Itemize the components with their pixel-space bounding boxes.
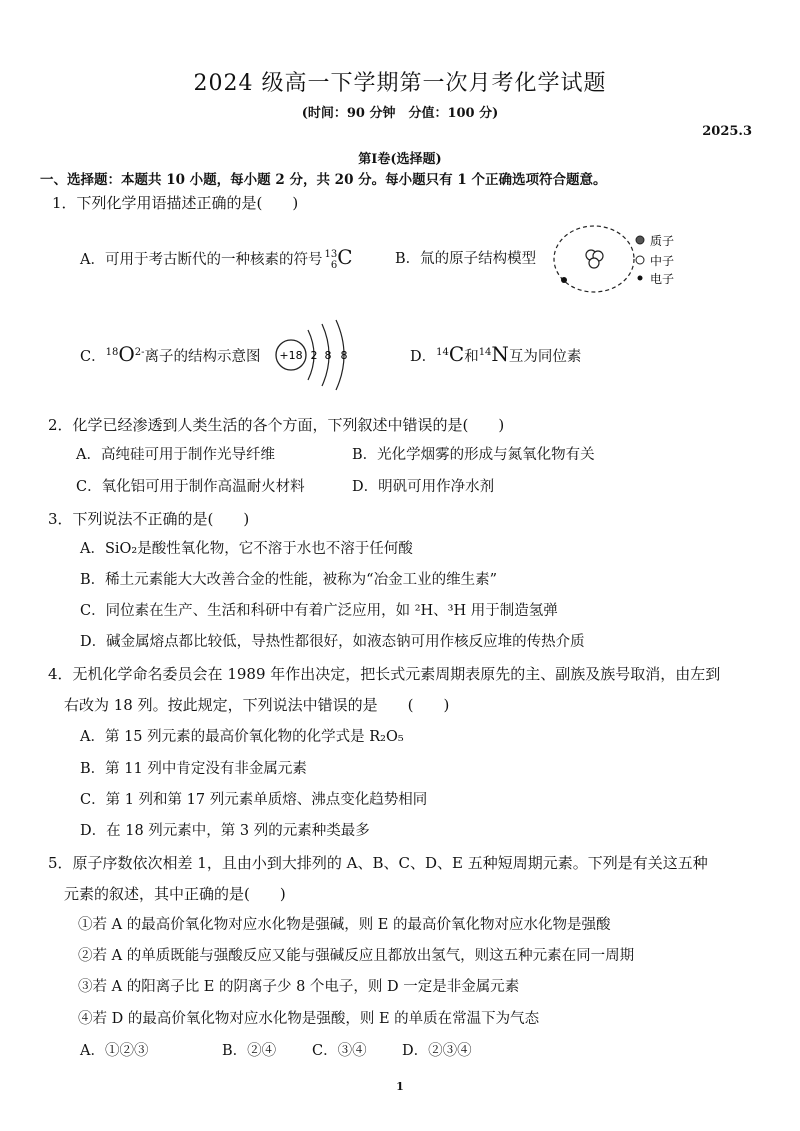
q1c-text: 离子的结构示意图 xyxy=(144,348,261,365)
exam-date: 2025.3 xyxy=(702,124,752,139)
q1a-atomic-number: 6 xyxy=(330,260,338,271)
q5-option-c: C．③④ xyxy=(312,1043,367,1059)
proton-legend-icon xyxy=(636,236,644,244)
q1c-ion-charge: 2- xyxy=(134,347,145,358)
q1c-element-symbol: O xyxy=(118,341,135,366)
q5-statement-4: ④若 D 的最高价氧化物对应水化物是强酸，则 E 的单质在常温下为气态 xyxy=(78,1011,540,1027)
q1d-symbol-2: N xyxy=(491,341,509,366)
question-4-stem-line-2: 右改为 18 列。按此规定，下列说法中错误的是 ( ) xyxy=(64,696,450,714)
question-1-stem: 1．下列化学用语描述正确的是( ) xyxy=(52,194,299,212)
ion-structure-diagram xyxy=(272,318,362,392)
q4-option-c: C．第 1 列和第 17 列元素单质熔、沸点变化趋势相同 xyxy=(80,792,428,808)
q1d-mass-2: 14 xyxy=(478,347,492,358)
q2-option-b: B．光化学烟雾的形成与氮氧化物有关 xyxy=(352,447,595,463)
q5-option-b: B．②④ xyxy=(222,1043,277,1059)
q1d-mass-1: 14 xyxy=(436,347,449,358)
q1-option-c xyxy=(80,342,261,368)
q1c-label: C． xyxy=(80,348,106,365)
q2-option-c: C．氧化铝可用于制作高温耐火材料 xyxy=(76,479,305,495)
shell-electrons-3: 8 xyxy=(340,349,348,362)
legend-proton: 质子 xyxy=(650,234,675,248)
q5-statement-3: ③若 A 的阳离子比 E 的阴离子少 8 个电子，则 D 一定是非金属元素 xyxy=(78,979,520,995)
tritium-model-figure xyxy=(550,222,700,297)
exam-subtitle: (时间：90 分钟 分值：100 分) xyxy=(301,106,499,121)
question-5-stem-line-1: 5．原子序数依次相差 1，且由小到大排列的 A、B、C、D、E 五种短周期元素。下列是有关这五种 xyxy=(48,854,708,872)
electron-legend-icon xyxy=(638,276,643,281)
legend-neutron: 中子 xyxy=(650,254,675,268)
q1c-mass-number: 18 xyxy=(105,347,119,358)
q4-option-d: D．在 18 列元素中，第 3 列的元素种类最多 xyxy=(80,823,370,839)
q4-option-b: B．第 11 列中肯定没有非金属元素 xyxy=(80,761,307,777)
q1-option-a-text: A．可用于考古断代的一种核素的符号 xyxy=(80,252,323,268)
electron-dot xyxy=(561,277,567,283)
q1a-mass-number: 13 xyxy=(324,249,338,260)
q2-option-d: D．明矾可用作净水剂 xyxy=(352,479,495,495)
section-heading: 第Ⅰ卷(选择题) xyxy=(358,152,442,167)
q1-option-d xyxy=(410,342,581,368)
question-4-stem-line-1: 4．无机化学命名委员会在 1989 年作出决定，把长式元素周期表原先的主、副族及族号取消，由左到 xyxy=(48,665,721,683)
q3-option-b: B．稀土元素能大大改善合金的性能，被称为“冶金工业的维生素” xyxy=(80,572,497,588)
q3-option-c: C．同位素在生产、生活和科研中有着广泛应用，如 ²H、³H 用于制造氢弹 xyxy=(80,603,558,619)
question-3-stem: 3．下列说法不正确的是( ) xyxy=(48,510,250,528)
question-2-stem: 2．化学已经渗透到人类生活的各个方面，下列叙述中错误的是( ) xyxy=(48,416,505,434)
q3-option-a: A．SiO₂是酸性氧化物，它不溶于水也不溶于任何酸 xyxy=(80,541,413,557)
q1d-symbol-1: C xyxy=(448,341,465,366)
q5-statement-2: ②若 A 的单质既能与强酸反应又能与强碱反应且都放出氢气，则这五种元素在同一周期 xyxy=(78,948,635,964)
shell-electrons-2: 8 xyxy=(324,349,332,362)
q3-option-d: D．碱金属熔点都比较低，导热性都很好，如液态钠可用作核反应堆的传热介质 xyxy=(80,634,585,650)
exam-title: 2024 级高一下学期第一次月考化学试题 xyxy=(193,71,607,96)
q1d-text: 互为同位素 xyxy=(508,348,582,365)
shell-electrons-1: 2 xyxy=(310,349,318,362)
section-instruction: 一、选择题：本题共 10 小题，每小题 2 分，共 20 分。每小题只有 1 个正确选项符合题意。 xyxy=(40,172,607,188)
q4-option-a: A．第 15 列元素的最高价氧化物的化学式是 R₂O₅ xyxy=(80,729,404,745)
q1-option-b: B．氚的原子结构模型 xyxy=(395,251,537,267)
q1a-element-symbol: C xyxy=(337,245,353,269)
q5-statement-1: ①若 A 的最高价氧化物对应水化物是强碱，则 E 的最高价氧化物对应水化物是强酸 xyxy=(78,917,611,933)
neutron-legend-icon xyxy=(636,256,644,264)
q5-option-a: A．①②③ xyxy=(80,1043,149,1059)
q1d-conjunction: 和 xyxy=(464,348,479,365)
question-5-stem-line-2: 元素的叙述，其中正确的是( ) xyxy=(64,885,286,903)
q1-option-a xyxy=(80,246,353,271)
q2-option-a: A．高纯硅可用于制作光导纤维 xyxy=(76,447,275,463)
page-number: 1 xyxy=(396,1080,404,1093)
nucleus-charge: +18 xyxy=(279,349,303,362)
proton-icon xyxy=(589,258,599,268)
q1d-label: D． xyxy=(410,348,437,365)
q5-option-d: D．②③④ xyxy=(402,1043,472,1059)
legend-electron: 电子 xyxy=(650,272,675,286)
